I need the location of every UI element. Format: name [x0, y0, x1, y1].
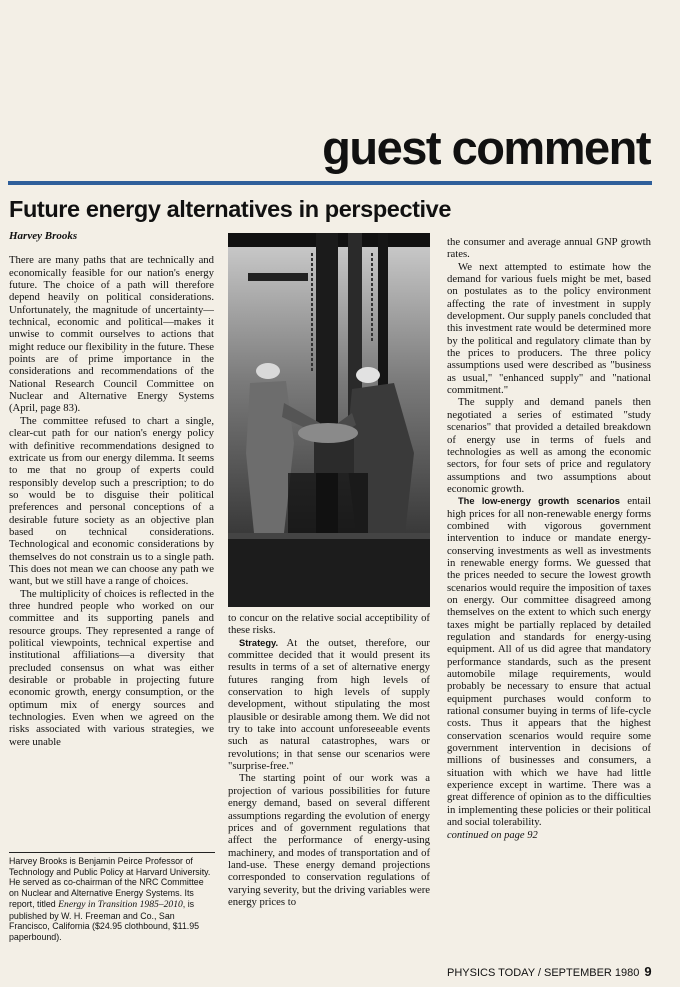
paragraph: There are many paths that are technically and economically feasible for our nation's energy future. The choice of a path will therefore depend heavily on political considerations. Unfortunately, the magnitude of uncertainty—technical, economic and political—makes it unwise to commit ourselves to actions that might reduce our flexibility in the future. These points are of prime importance in the considerations and recommendations of the National Research Council Committee on Nuclear and Alternative Energy Systems (April, page 83).: [9, 254, 214, 415]
paragraph: The starting point of our work was a projection of various possibilities for future energy demand, based on several different assumptions regarding the evolution of energy prices and of government regulations that affect the performance of energy-using machinery, and modes of transportation and of land-use. These energy demand projections corresponded to conservation regulations of varying severity, but the driving variables were energy prices to: [228, 772, 430, 908]
paragraph-text: At the outset, therefore, our committee decided that it would present its results in terms of a set of alternative energy futures ranging from high levels of conservation to high levels of supply development, without stipulating the most plausible or desirable among them. We did not try to take into account unforeseeable events such as natural catastrophes, wars or revolutions; in that sense our scenarios were "surprise-free.": [228, 636, 430, 773]
photo-drilling-workers: [228, 233, 430, 607]
column-1: [9, 230, 214, 748]
paragraph-text: entail high prices for all non-renewable energy forms combined with vigorous government intervention to induce or mandate energy-conserving investments as well as investments in renewable energy forms. We guessed that the prices needed to secure the lowest growth scenarios would require the imposition of taxes on energy. Our committee disagreed among themselves on the extent to which such energy taxes might be partially replaced by detailed regulation and standards for energy-using equipment. All of us did agree that mandatory performance standards, such as the present automobile milage requirements, would probably be necessary to ensure that actual equipment purchases would conform to rational consumer buying in terms of life-cycle costs. Thus it appears that the highest conservation scenarios would require some government intervention in decisions of millions of businesses and consumers, a situation with which we have had little experience except in wartime. There was a great difference of opinion as to the difficulties in implementing these policies or their political and social tolerability.: [447, 495, 651, 829]
bio-text: , is published by W. H. Freeman and Co., San Francisco, California ($24.95 clothbound, $11.95 paperbound).: [9, 898, 200, 942]
section-header: guest comment: [322, 121, 650, 174]
book-title: Energy in Transition 1985–2010: [58, 898, 183, 910]
page-footer: [447, 964, 652, 979]
paragraph: The supply and demand panels then negotiated a series of estimated "study scenarios" that provided a detailed breakdown of energy use in terms of fuels and technologies as well as among the economic sectors, for four sets of price and regulatory assumptions and two assumptions about economic growth.: [447, 396, 651, 495]
subhead-low-energy: The low-energy growth scenarios: [458, 496, 620, 507]
paragraph: [228, 637, 430, 773]
paragraph: to concur on the relative social acceptibility of these risks.: [228, 612, 430, 637]
paragraph: The multiplicity of choices is reflected in the three hundred people who worked on our committee and its supporting panels and resource groups. They represented a range of political viewpoints, technical expertise and institutional affiliations—a diversity that precluded consensus on what was either desirable or probable in projecting future economic growth, energy consumption, or the optimum mix of energy sources and technologies. Even when we agreed on the risks associated with various strategies, we were unable: [9, 587, 214, 748]
paragraph: [447, 495, 651, 828]
bio-text: Harvey Brooks is Benjamin Peirce Professor of Technology and Public Policy at Harvard University. He served as co-chairman of the NRC Committee on Nuclear and Alternative Energy Systems. Its report, titled: [9, 856, 211, 909]
journal-line: PHYSICS TODAY / SEPTEMBER 1980: [447, 967, 640, 979]
author-byline: Harvey Brooks: [9, 230, 78, 242]
subhead-strategy: Strategy.: [239, 637, 279, 648]
column-2: [228, 612, 430, 908]
page-number: 9: [644, 964, 652, 979]
column-3: [447, 236, 651, 842]
author-bio: [9, 856, 215, 943]
paragraph: We next attempted to estimate how the demand for various fuels might be met, based on postulates as to the policy environment affecting the rate of investment in supply development. Our supply panels concluded that this investment rate would be determined more by the political and regulatory climate than by the prices to producers. The three policy assumptions used were described as "business as usual," "enhanced supply" and "national commitment.": [447, 260, 651, 397]
article-title: Future energy alternatives in perspective: [9, 196, 452, 222]
paragraph: the consumer and average annual GNP growth rates.: [447, 236, 651, 261]
bio-rule: [9, 852, 215, 853]
paragraph: The committee refused to chart a single, clear-cut path for our nation's energy policy with definitive recommendations designed to extricate us from our energy dilemma. It seems to me that no group of experts could responsibly develop such a prescription; to do so would be to disguise their political preferences and personal conceptions of a desirable future society as an objective plan based on technical considerations. Technological and economic considerations by themselves do not constrain us to a single path. This does not mean we can choose any path we want, but we still have a range of choices.: [9, 414, 214, 588]
header-rule: [8, 181, 652, 185]
continued-note: continued on page 92: [447, 829, 538, 841]
